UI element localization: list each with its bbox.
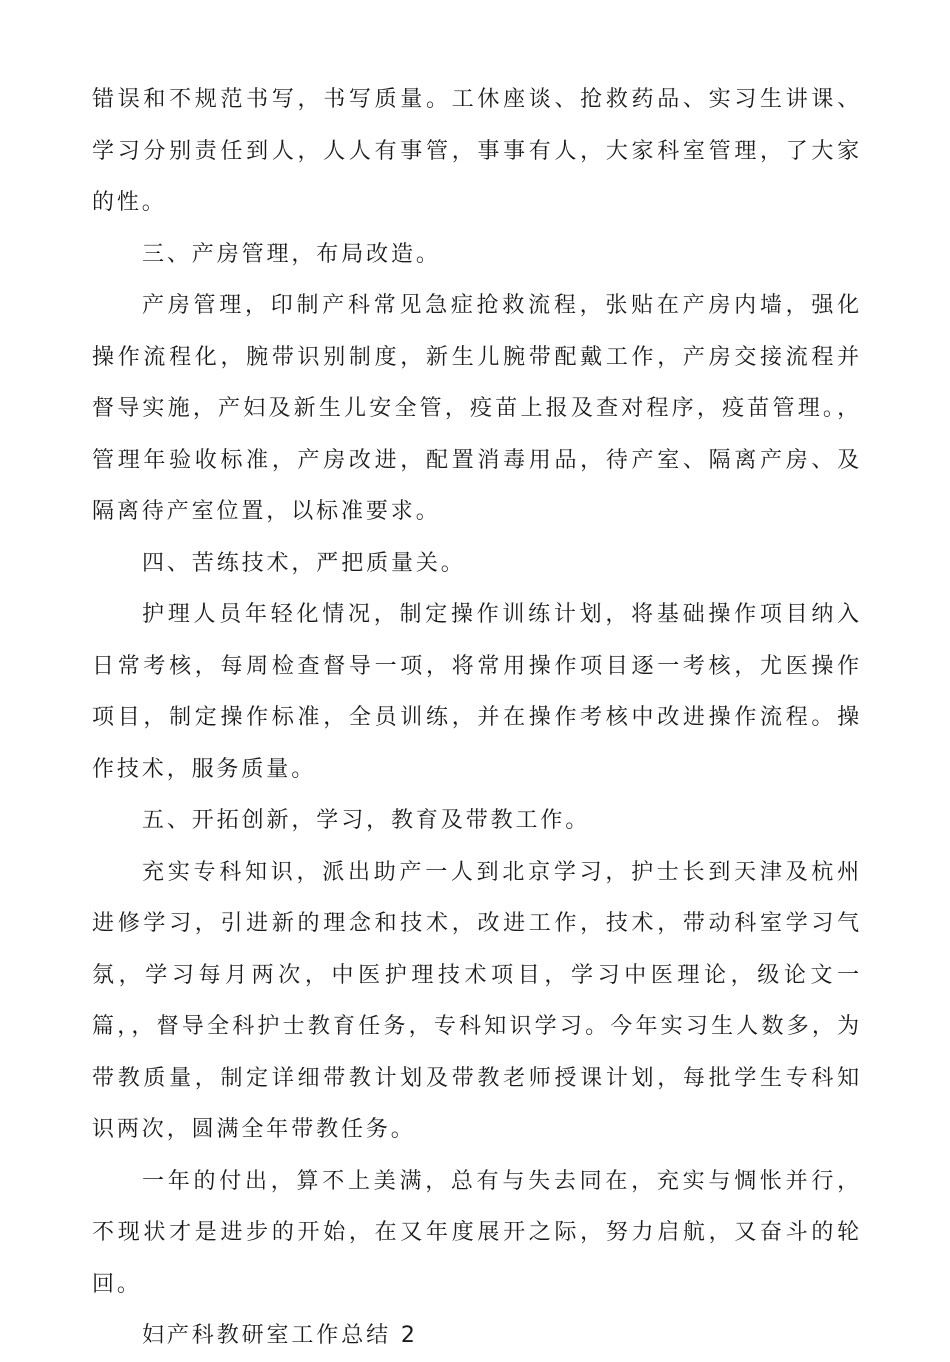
document-subtitle: 妇产科教研室工作总结 2 (142, 1323, 418, 1348)
paragraph-delivery-room: 产房管理，印制产科常见急症抢救流程，张贴在产房内墙，强化操作流程化，腕带识别制度，新生儿腕带配戴工作，产房交接流程并督导实施，产妇及新生儿安全管，疫苗上报及查对程序，疫苗管理。，管理年验收标准，产房改进，配置消毒用品，待产室、隔离产房、及隔离待产室位置，以标准要求。 (92, 293, 862, 524)
paragraph-continuation: 错误和不规范书写，书写质量。工休座谈、抢救药品、实习生讲课、学习分别责任到人，人人有事管，事事有人，大家科室管理，了大家的性。 (92, 87, 862, 215)
section-heading-4: 四、苦练技术，严把质量关。 (142, 550, 466, 576)
document-page (92, 74, 862, 1362)
paragraph-conclusion: 一年的付出，算不上美满，总有与失去同在，充实与惆怅并行，不现状才是进步的开始，在又年度展开之际，努力启航，又奋斗的轮回。 (92, 1168, 862, 1297)
paragraph-training: 护理人员年轻化情况，制定操作训练计划，将基础操作项目纳入日常考核，每周检查督导一项，将常用操作项目逐一考核，尤医操作项目，制定操作标准，全员训练，并在操作考核中改进操作流程。操作技术，服务质量。 (92, 602, 862, 782)
section-heading-3: 三、产房管理，布局改造。 (142, 241, 441, 267)
paragraph-education: 充实专科知识，派出助产一人到北京学习，护士长到天津及杭州进修学习，引进新的理念和技术，改进工作，技术，带动科室学习气氛，学习每月两次，中医护理技术项目，学习中医理论，级论文一篇，，督导全科护士教育任务，专科知识学习。今年实习生人数多，为带教质量，制定详细带教计划及带教老师授课计划，每批学生专科知识两次，圆满全年带教任务。 (92, 859, 862, 1142)
section-heading-5: 五、开拓创新，学习，教育及带教工作。 (142, 808, 591, 833)
